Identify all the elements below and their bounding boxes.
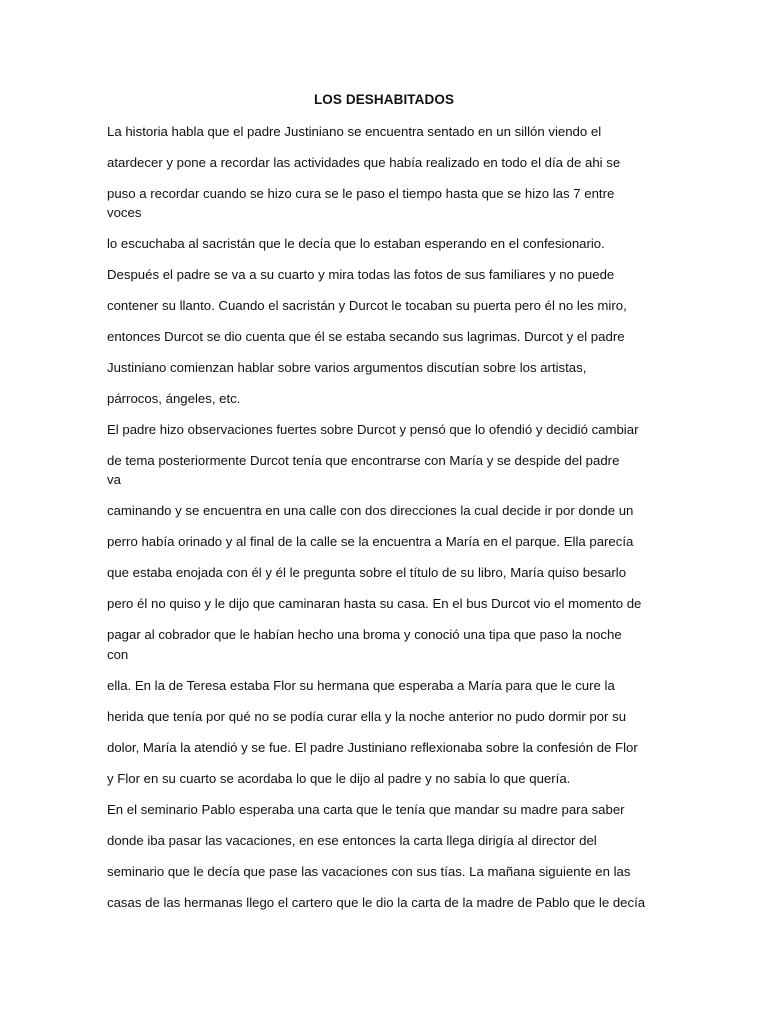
text-line: Después el padre se va a su cuarto y mira todas las fotos de sus familiares y no puede [107, 267, 615, 282]
document-title: LOS DESHABITADOS [313, 92, 455, 107]
text-line: va [107, 472, 121, 487]
text-line: En el seminario Pablo esperaba una carta que le tenía que mandar su madre para saber [107, 802, 625, 817]
text-line: que estaba enojada con él y él le pregunta sobre el título de su libro, María quiso besarlo [107, 565, 627, 580]
text-line: con [107, 647, 129, 662]
text-line: párrocos, ángeles, etc. [107, 391, 241, 406]
text-line: contener su llanto. Cuando el sacristán y Durcot le tocaban su puerta pero él no les miro, [107, 298, 627, 313]
text-line: lo escuchaba al sacristán que le decía que lo estaban esperando en el confesionario. [107, 236, 605, 251]
text-line: Justiniano comienzan hablar sobre varios argumentos discutían sobre los artistas, [107, 360, 587, 375]
text-line: dolor, María la atendió y se fue. El padre Justiniano reflexionaba sobre la confesión de Flor [107, 740, 638, 755]
text-line: atardecer y pone a recordar las actividades que había realizado en todo el día de ahi se [107, 155, 621, 170]
text-line: La historia habla que el padre Justiniano se encuentra sentado en un sillón viendo el [107, 124, 602, 139]
text-line: puso a recordar cuando se hizo cura se le paso el tiempo hasta que se hizo las 7 entre [107, 186, 615, 201]
text-line: ella. En la de Teresa estaba Flor su hermana que esperaba a María para que le cure la [107, 678, 615, 693]
text-line: perro había orinado y al final de la calle se la encuentra a María en el parque. Ella parecía [107, 534, 634, 549]
text-line: de tema posteriormente Durcot tenía que encontrarse con María y se despide del padre [107, 453, 620, 468]
text-line: casas de las hermanas llego el cartero que le dio la carta de la madre de Pablo que le decía [107, 895, 646, 910]
text-line: pero él no quiso y le dijo que caminaran hasta su casa. En el bus Durcot vio el momento de [107, 596, 642, 611]
text-line: seminario que le decía que pase las vacaciones con sus tías. La mañana siguiente en las [107, 864, 631, 879]
text-line: entonces Durcot se dio cuenta que él se estaba secando sus lagrimas. Durcot y el padre [107, 329, 625, 344]
text-line: caminando y se encuentra en una calle con dos direcciones la cual decide ir por donde un [107, 503, 634, 518]
text-line: El padre hizo observaciones fuertes sobre Durcot y pensó que lo ofendió y decidió cambiar [107, 422, 639, 437]
text-line: y Flor en su cuarto se acordaba lo que le dijo al padre y no sabía lo que quería. [107, 771, 571, 786]
text-line: herida que tenía por qué no se podía curar ella y la noche anterior no pudo dormir por su [107, 709, 627, 724]
text-line: donde iba pasar las vacaciones, en ese entonces la carta llega dirigía al director del [107, 833, 597, 848]
text-line: voces [107, 205, 142, 220]
text-line: pagar al cobrador que le habían hecho una broma y conoció una tipa que paso la noche [107, 627, 622, 642]
